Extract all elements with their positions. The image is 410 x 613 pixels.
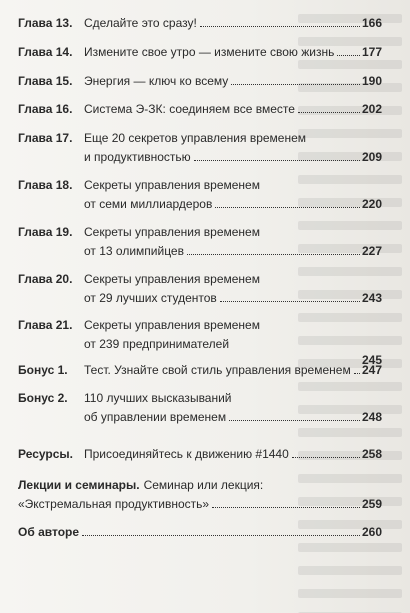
page-number: 209 xyxy=(361,150,382,164)
chapter-title: Система Э-ЗК: соединяем все вместе xyxy=(84,102,295,116)
chapter-title-line-2: и продуктивностью xyxy=(84,150,191,164)
leader-dots xyxy=(212,507,360,508)
lectures-title-line-2: «Экстремальная продуктивность» xyxy=(18,497,210,511)
page-number: 166 xyxy=(361,16,382,30)
chapter-title: Измените свое утро — измените свою жизнь xyxy=(84,45,335,59)
leader-dots xyxy=(187,254,360,255)
page-number: 177 xyxy=(361,45,382,59)
chapter-title-line-1: Секреты управления временем xyxy=(84,318,260,332)
chapter-title: Энергия — ключ ко всему xyxy=(84,74,229,88)
bonus-title-line-1: 110 лучших высказываний xyxy=(84,391,232,405)
page-number: 190 xyxy=(361,74,382,88)
leader-dots xyxy=(231,84,360,85)
chapter-label: Глава 21. xyxy=(18,318,73,332)
leader-dots xyxy=(215,207,360,208)
leader-dots xyxy=(220,301,360,302)
chapter-label: Глава 14. xyxy=(18,45,73,59)
chapter-title-line-1: Секреты управления временем xyxy=(84,272,260,286)
leader-dots xyxy=(229,420,360,421)
chapter-title-line-1: Секреты управления временем xyxy=(84,225,260,239)
bonus-label: Бонус 1. xyxy=(18,363,68,377)
leader-dots xyxy=(337,55,360,56)
chapter-label: Глава 16. xyxy=(18,102,73,116)
chapter-title-line-2: от 29 лучших студентов xyxy=(84,291,217,305)
page-number: 259 xyxy=(361,497,382,511)
bonus-title-line-2: об управлении временем xyxy=(84,410,227,424)
resources-label: Ресурсы. xyxy=(18,447,73,461)
bonus-label: Бонус 2. xyxy=(18,391,68,405)
page-number: 202 xyxy=(361,102,382,116)
chapter-label: Глава 15. xyxy=(18,74,73,88)
resources-title: Присоединяйтесь к движению #1440 xyxy=(84,447,289,461)
leader-dots xyxy=(82,535,360,536)
leader-dots xyxy=(354,373,360,374)
page-number: 243 xyxy=(361,291,382,305)
chapter-label: Глава 20. xyxy=(18,272,73,286)
chapter-label: Глава 17. xyxy=(18,131,73,145)
page-number: 247 xyxy=(361,363,382,377)
leader-dots xyxy=(194,160,360,161)
page-number: 258 xyxy=(361,447,382,461)
leader-dots xyxy=(200,26,360,27)
page-number: 245 xyxy=(361,353,382,367)
lectures-label: Лекции и семинары. xyxy=(18,478,140,492)
chapter-title-line-2: от 13 олимпийцев xyxy=(84,244,184,258)
page-number: 260 xyxy=(361,525,382,539)
leader-dots xyxy=(298,112,360,113)
chapter-label: Глава 19. xyxy=(18,225,73,239)
chapter-title-line-1: Еще 20 секретов управления временем xyxy=(84,131,307,145)
leader-dots xyxy=(292,457,360,458)
chapter-title-line-1: Секреты управления временем xyxy=(84,178,260,192)
chapter-title: Сделайте это сразу! xyxy=(84,16,197,30)
page-number: 220 xyxy=(361,197,382,211)
page-number: 227 xyxy=(361,244,382,258)
lectures-title-line-1: Семинар или лекция: xyxy=(143,478,264,492)
bonus-title: Тест. Узнайте свой стиль управления временем xyxy=(84,363,351,377)
about-author-label: Об авторе xyxy=(18,525,80,539)
chapter-title-line-2: от 239 предпринимателей xyxy=(84,337,230,351)
bleed-through-text xyxy=(290,0,410,613)
chapter-title-line-2: от семи миллиардеров xyxy=(84,197,213,211)
page-number: 248 xyxy=(361,410,382,424)
chapter-label: Глава 13. xyxy=(18,16,73,30)
chapter-label: Глава 18. xyxy=(18,178,73,192)
